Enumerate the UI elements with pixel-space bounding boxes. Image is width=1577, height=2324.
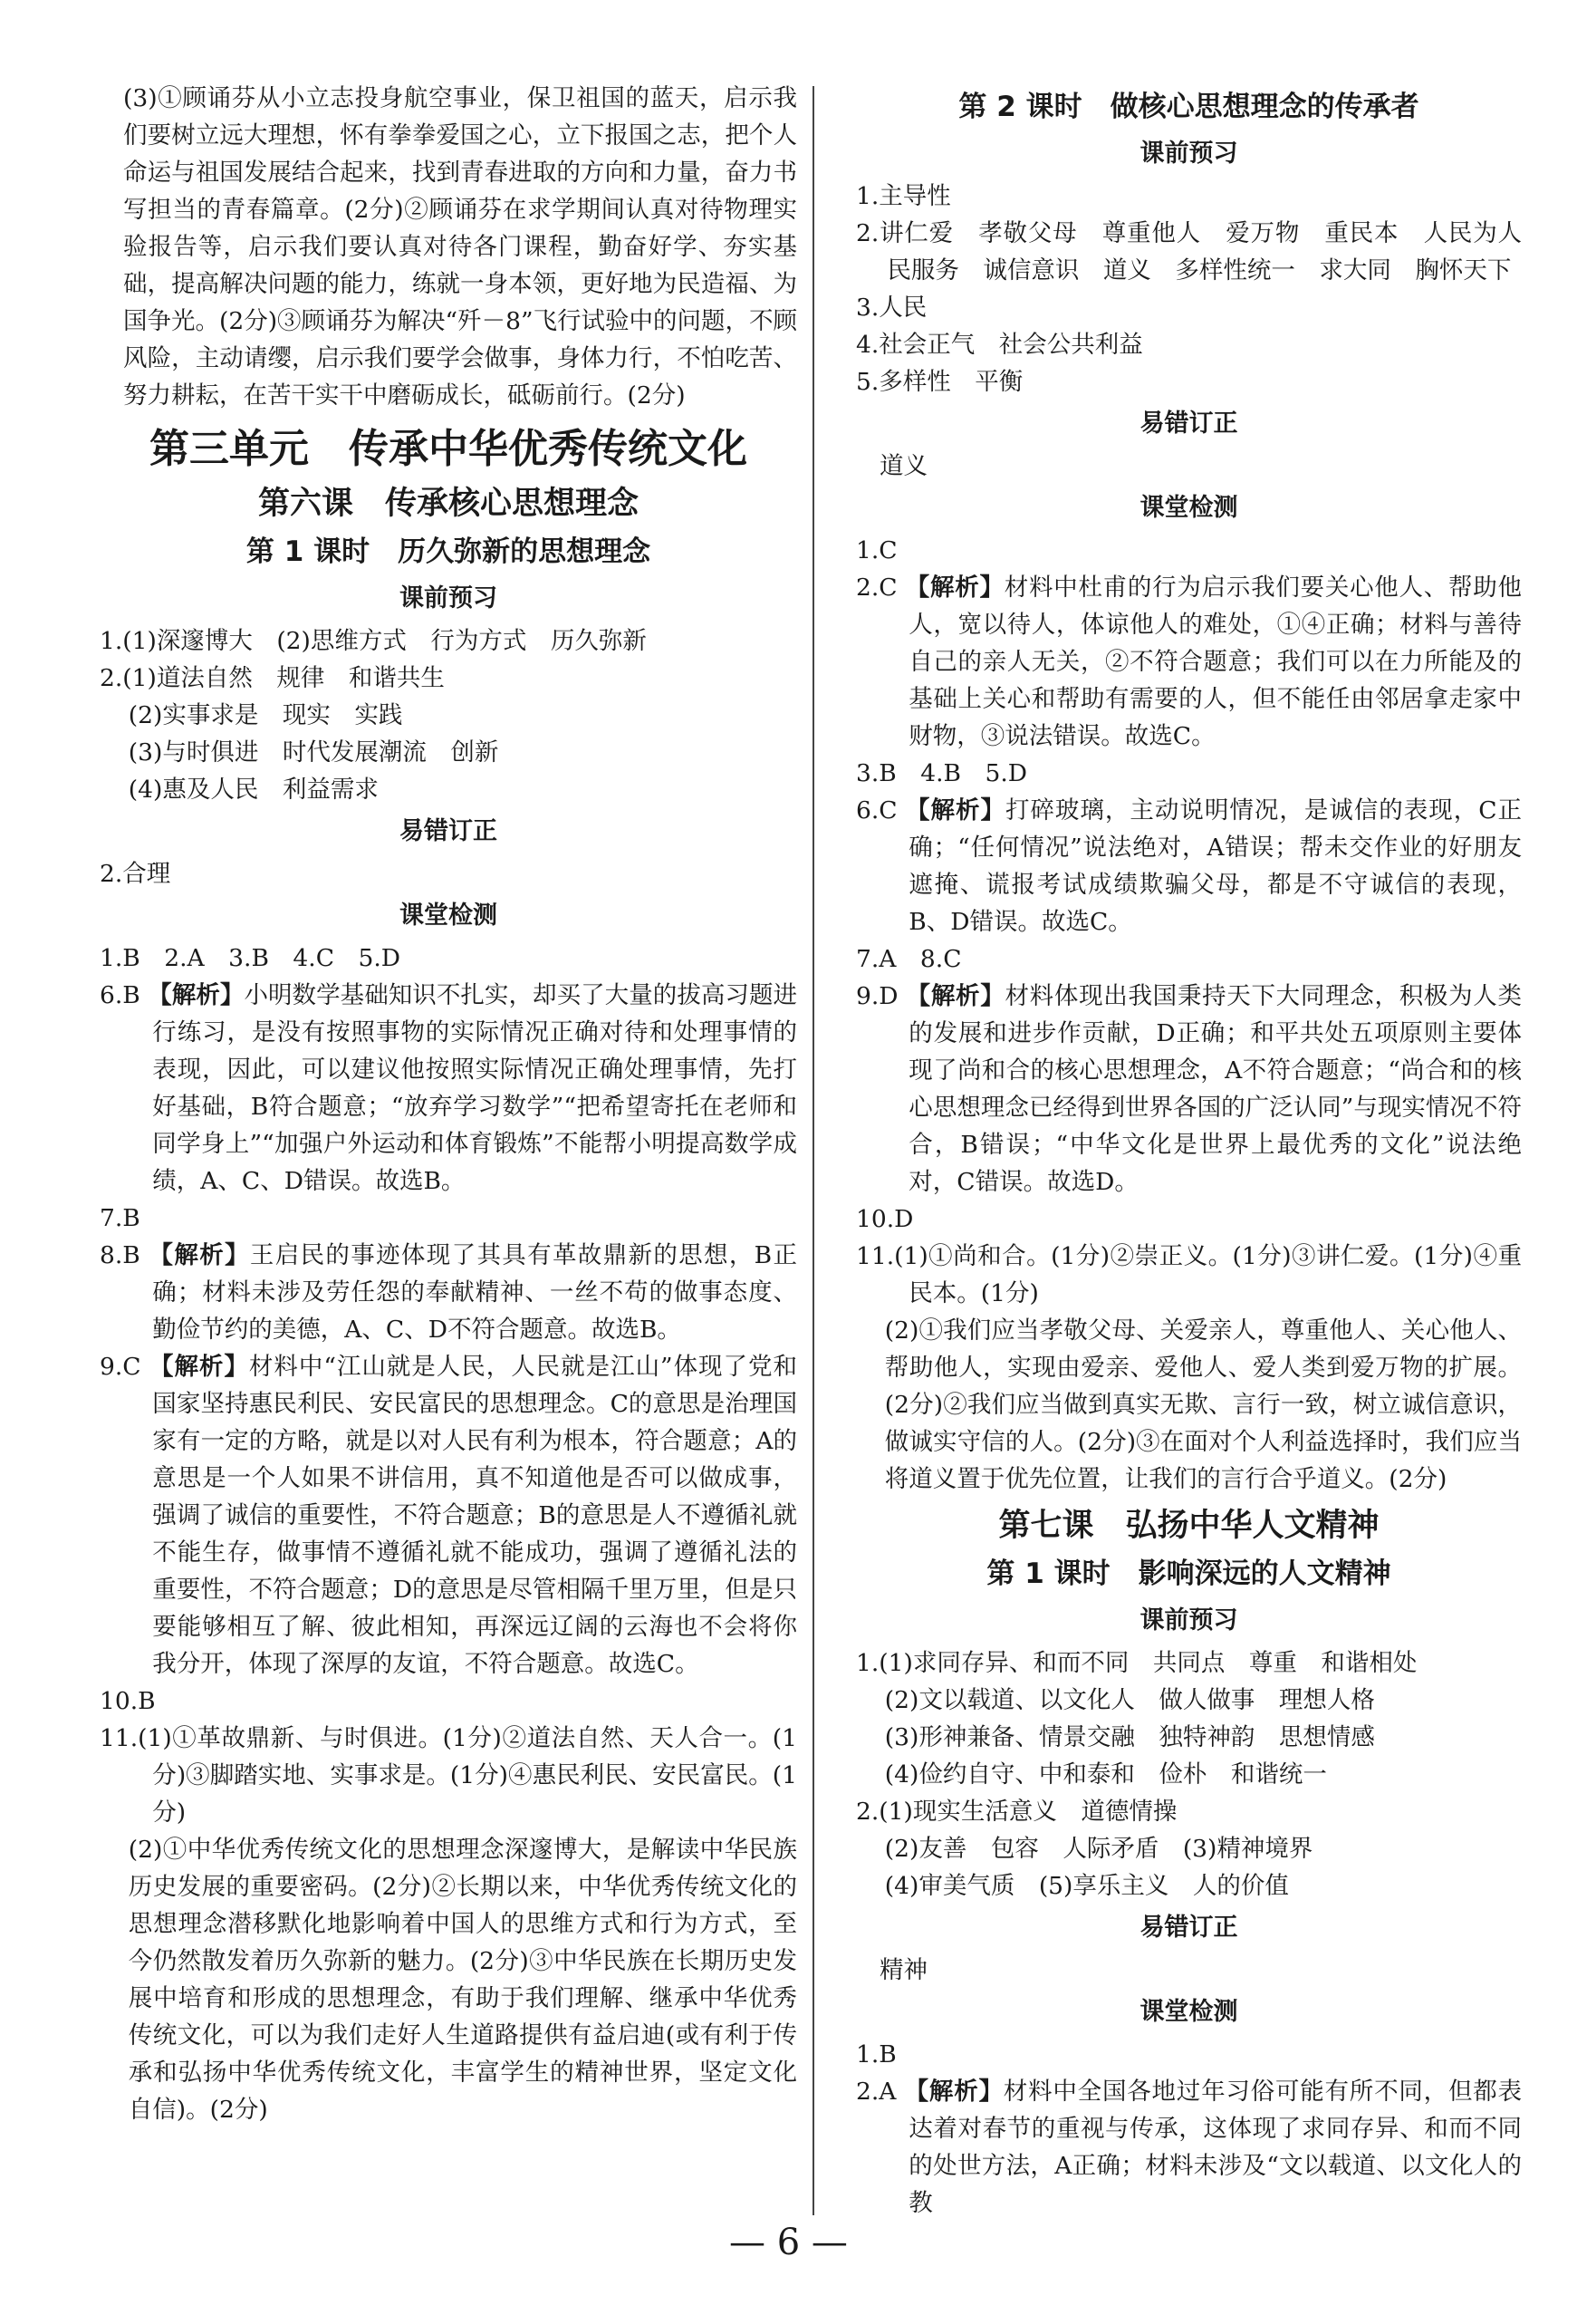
section-heading: 易错订正: [1139, 1914, 1238, 1942]
analysis-text: 材料中杜甫的行为启示我们要关心他人、帮助他人，宽以待人，体谅他人的难处，①④正确；材料与善待自己的亲人无关，②不符合题意；我们可以在力所能及的基础上关心和帮助有需要的人，但不能任由邻居拿走家中财物，③说法错误。故选C。: [909, 574, 1523, 750]
analysis-text: 材料中全国各地过年习俗可能有所不同，但都表达着对春节的重视与传承，这体现了求同存异、和而不同的处世方法，A正确；材料未涉及“文以载道、以文化人的教: [909, 2078, 1523, 2217]
section-heading: 课前预习: [399, 584, 497, 612]
answer-item: 11.(1)①尚和合。(1分)②崇正义。(1分)③讲仁爱。(1分)④重民本。(1分): [856, 1242, 1522, 1307]
answer-item: [100, 977, 797, 1200]
preview-item: (4)审美气质 (5)享乐主义 人的价值: [884, 1872, 1289, 1900]
answer-item: (2)①中华优秀传统文化的思想理念深邃博大，是解读中华民族历史发展的重要密码。(2分)②长期以来，中华优秀传统文化的思想理念潜移默化地影响着中国人的思维方式和行为方式，至今仍然散发着历久弥新的魅力。(2分)③中华民族在长期历史发展中培育和形成的思想理念，有助于我们理解、继承中华优秀传统文化，可以为我们走好人生道路提供有益启迪(或有利于传承和弘扬中华优秀传统文化，丰富学生的精神世界，坚定文化自信)。(2分): [128, 1836, 797, 2124]
unit-title: 第三单元 传承中华优秀传统文化: [149, 426, 747, 472]
answer-number: 6.B: [100, 981, 140, 1009]
preview-item: (2)实事求是 现实 实践: [128, 701, 403, 729]
answer-number: 2.C: [856, 574, 898, 602]
page-number: — 6 —: [729, 2222, 848, 2263]
analysis-tag: 【解析】: [906, 982, 1005, 1010]
column-divider: [813, 86, 814, 2215]
section-heading: 课堂检测: [399, 902, 497, 930]
continued-answer: (3)①顾诵芬从小立志投身航空事业，保卫祖国的蓝天，启示我们要树立远大理想，怀有拳拳爱国之心，立下报国之志，把个人命运与祖国发展结合起来，找到青春进取的方向和力量，奋力书写担当的青春篇章。(2分)②顾诵芬在求学期间认真对待物理实验报告等，启示我们要认真对待各门课程，勤奋好学、夯实基础，提高解决问题的能力，练就一身本领，更好地为民造福、为国争光。(2分)③顾诵芬为解决“歼－8”飞行试验中的问题，不顾风险，主动请缨，启示我们要学会做事，身体力行，不怕吃苦、努力耕耘，在苦干实干中磨砺成长，砥砺前行。(2分): [123, 84, 797, 410]
left-column: [100, 80, 797, 2128]
section-heading: 课堂检测: [1139, 1998, 1238, 2026]
answer-item: [856, 2073, 1522, 2222]
analysis-tag: 【解析】: [905, 574, 1005, 602]
analysis-tag: 【解析】: [149, 1353, 249, 1381]
answer-number: 2.A: [856, 2078, 897, 2106]
analysis-tag: 【解析】: [148, 981, 245, 1009]
preview-item: (2)文以载道、以文化人 做人做事 理想人格: [884, 1686, 1375, 1714]
answer-line: 7.A 8.C: [856, 945, 962, 973]
preview-item: 1.主导性: [856, 182, 951, 210]
answer-number: 9.D: [856, 982, 899, 1010]
errata-item: 2.合理: [100, 860, 171, 888]
preview-item: 5.多样性 平衡: [856, 368, 1024, 396]
section-heading: 易错订正: [399, 817, 497, 845]
section-heading: 课堂检测: [1139, 494, 1238, 522]
answer-item: [856, 978, 1522, 1201]
answer-line: 10.B: [100, 1687, 156, 1715]
preview-item: 3.人民: [856, 294, 928, 322]
right-column: [856, 80, 1522, 2222]
answer-number: 6.C: [856, 796, 898, 824]
answer-item: [856, 792, 1522, 940]
errata-item: 道义: [880, 452, 928, 480]
answer-item: [100, 1237, 797, 1348]
period-title: 第 1 课时 影响深远的人文精神: [986, 1557, 1391, 1590]
answer-item: (2)①我们应当孝敬父母、关爱亲人，尊重他人、关心他人、帮助他人，实现由爱亲、爱他人、爱人类到爱万物的扩展。(2分)②我们应当做到真实无欺、言行一致，树立诚信意识，做诚实守信的人。(2分)③在面对个人利益选择时，我们应当将道义置于优先位置，让我们的言行合乎道义。(2分): [884, 1316, 1522, 1493]
section-heading: 易错订正: [1139, 410, 1238, 438]
answer-line: 1.B 2.A 3.B 4.C 5.D: [100, 944, 401, 972]
answer-number: 9.C: [100, 1353, 141, 1381]
preview-item: 2.(1)现实生活意义 道德情操: [856, 1798, 1178, 1826]
preview-item: (3)形神兼备、情景交融 独特神韵 思想情感: [884, 1723, 1375, 1751]
answer-item: [100, 1348, 797, 1683]
period-title: 第 1 课时 历久弥新的思想理念: [245, 535, 651, 568]
answer-line: 1.C: [856, 536, 898, 564]
preview-item: (4)惠及人民 利益需求: [128, 776, 379, 804]
answer-number: 8.B: [100, 1241, 140, 1269]
preview-item: 2.(1)道法自然 规律 和谐共生: [100, 664, 445, 692]
errata-item: 精神: [880, 1956, 928, 1984]
answer-line: 3.B 4.B 5.D: [856, 759, 1028, 787]
section-heading: 课前预习: [1139, 1606, 1238, 1635]
analysis-text: 材料体现出我国秉持天下大同理念，积极为人类的发展和进步作贡献，D正确；和平共处五项原则主要体现了尚和合的核心思想理念，A不符合题意；“尚合和的核心思想理念已经得到世界各国的广泛认同”与现实情况不符合，B错误；“中华文化是世界上最优秀的文化”说法绝对，C错误。故选D。: [909, 982, 1522, 1196]
preview-item: 1.(1)求同存异、和而不同 共同点 尊重 和谐相处: [856, 1649, 1418, 1677]
answer-line: 10.D: [856, 1205, 914, 1233]
preview-item: (3)与时俱进 时代发展潮流 创新: [128, 738, 499, 767]
preview-item: 1.(1)深邃博大 (2)思维方式 行为方式 历久弥新: [100, 627, 647, 655]
answer-line: 1.B: [856, 2040, 897, 2068]
preview-item: 2.讲仁爱 孝敬父母 尊重他人 爱万物 重民本 人民为人民服务 诚信意识 道义 多样性统一 求大同 胸怀天下: [856, 219, 1522, 284]
period-title: 第 2 课时 做核心思想理念的传承者: [958, 91, 1419, 123]
analysis-tag: 【解析】: [905, 796, 1005, 824]
preview-item: (4)俭约自守、中和泰和 俭朴 和谐统一: [884, 1760, 1327, 1789]
preview-item: (2)友善 包容 人际矛盾 (3)精神境界: [884, 1835, 1313, 1863]
answer-item: [856, 569, 1522, 755]
analysis-text: 材料中“江山就是人民，人民就是江山”体现了党和国家坚持惠民利民、安民富民的思想理念。C的意思是治理国家有一定的方略，就是以对人民有利为根本，符合题意；A的意思是一个人如果不讲信用，真不知道他是否可以做成事，强调了诚信的重要性，不符合题意；B的意思是人不遵循礼就不能生存，做事情不遵循礼就不能成功，强调了遵循礼法的重要性，不符合题意；D的意思是尽管相隔千里万里，但是只要能够相互了解、彼此相知，再深远辽阔的云海也不会将你我分开，体现了深厚的友谊，不符合题意。故选C。: [152, 1353, 797, 1678]
analysis-tag: 【解析】: [904, 2078, 1004, 2106]
lesson-title: 第七课 弘扬中华人文精神: [998, 1508, 1380, 1544]
lesson-title: 第六课 传承核心思想理念: [257, 486, 639, 522]
answer-line: 7.B: [100, 1204, 140, 1232]
answer-item: 11.(1)①革故鼎新、与时俱进。(1分)②道法自然、天人合一。(1分)③脚踏实地、实事求是。(1分)④惠民利民、安民富民。(1分): [100, 1724, 797, 1827]
section-heading: 课前预习: [1139, 140, 1238, 168]
analysis-text: 打碎玻璃，主动说明情况，是诚信的表现，C正确；“任何情况”说法绝对，A错误；帮未交作业的好朋友遮掩、谎报考试成绩欺骗父母，都是不守诚信的表现，B、D错误。故选C。: [909, 796, 1523, 936]
analysis-tag: 【解析】: [149, 1241, 250, 1269]
analysis-text: 王启民的事迹体现了其具有革故鼎新的思想，B正确；材料未涉及劳任怨的奉献精神、一丝不苟的做事态度、勤俭节约的美德，A、C、D不符合题意。故选B。: [152, 1241, 797, 1344]
preview-item: 4.社会正气 社会公共利益: [856, 331, 1143, 359]
analysis-text: 小明数学基础知识不扎实，却买了大量的拔高习题进行练习，是没有按照事物的实际情况正确对待和处理事情的表现，因此，可以建议他按照实际情况正确处理事情，先打好基础，B符合题意；“放弃学习数学”“把希望寄托在老师和同学身上”“加强户外运动和体育锻炼”不能帮小明提高数学成绩，A、C、D错误。故选B。: [152, 981, 798, 1195]
